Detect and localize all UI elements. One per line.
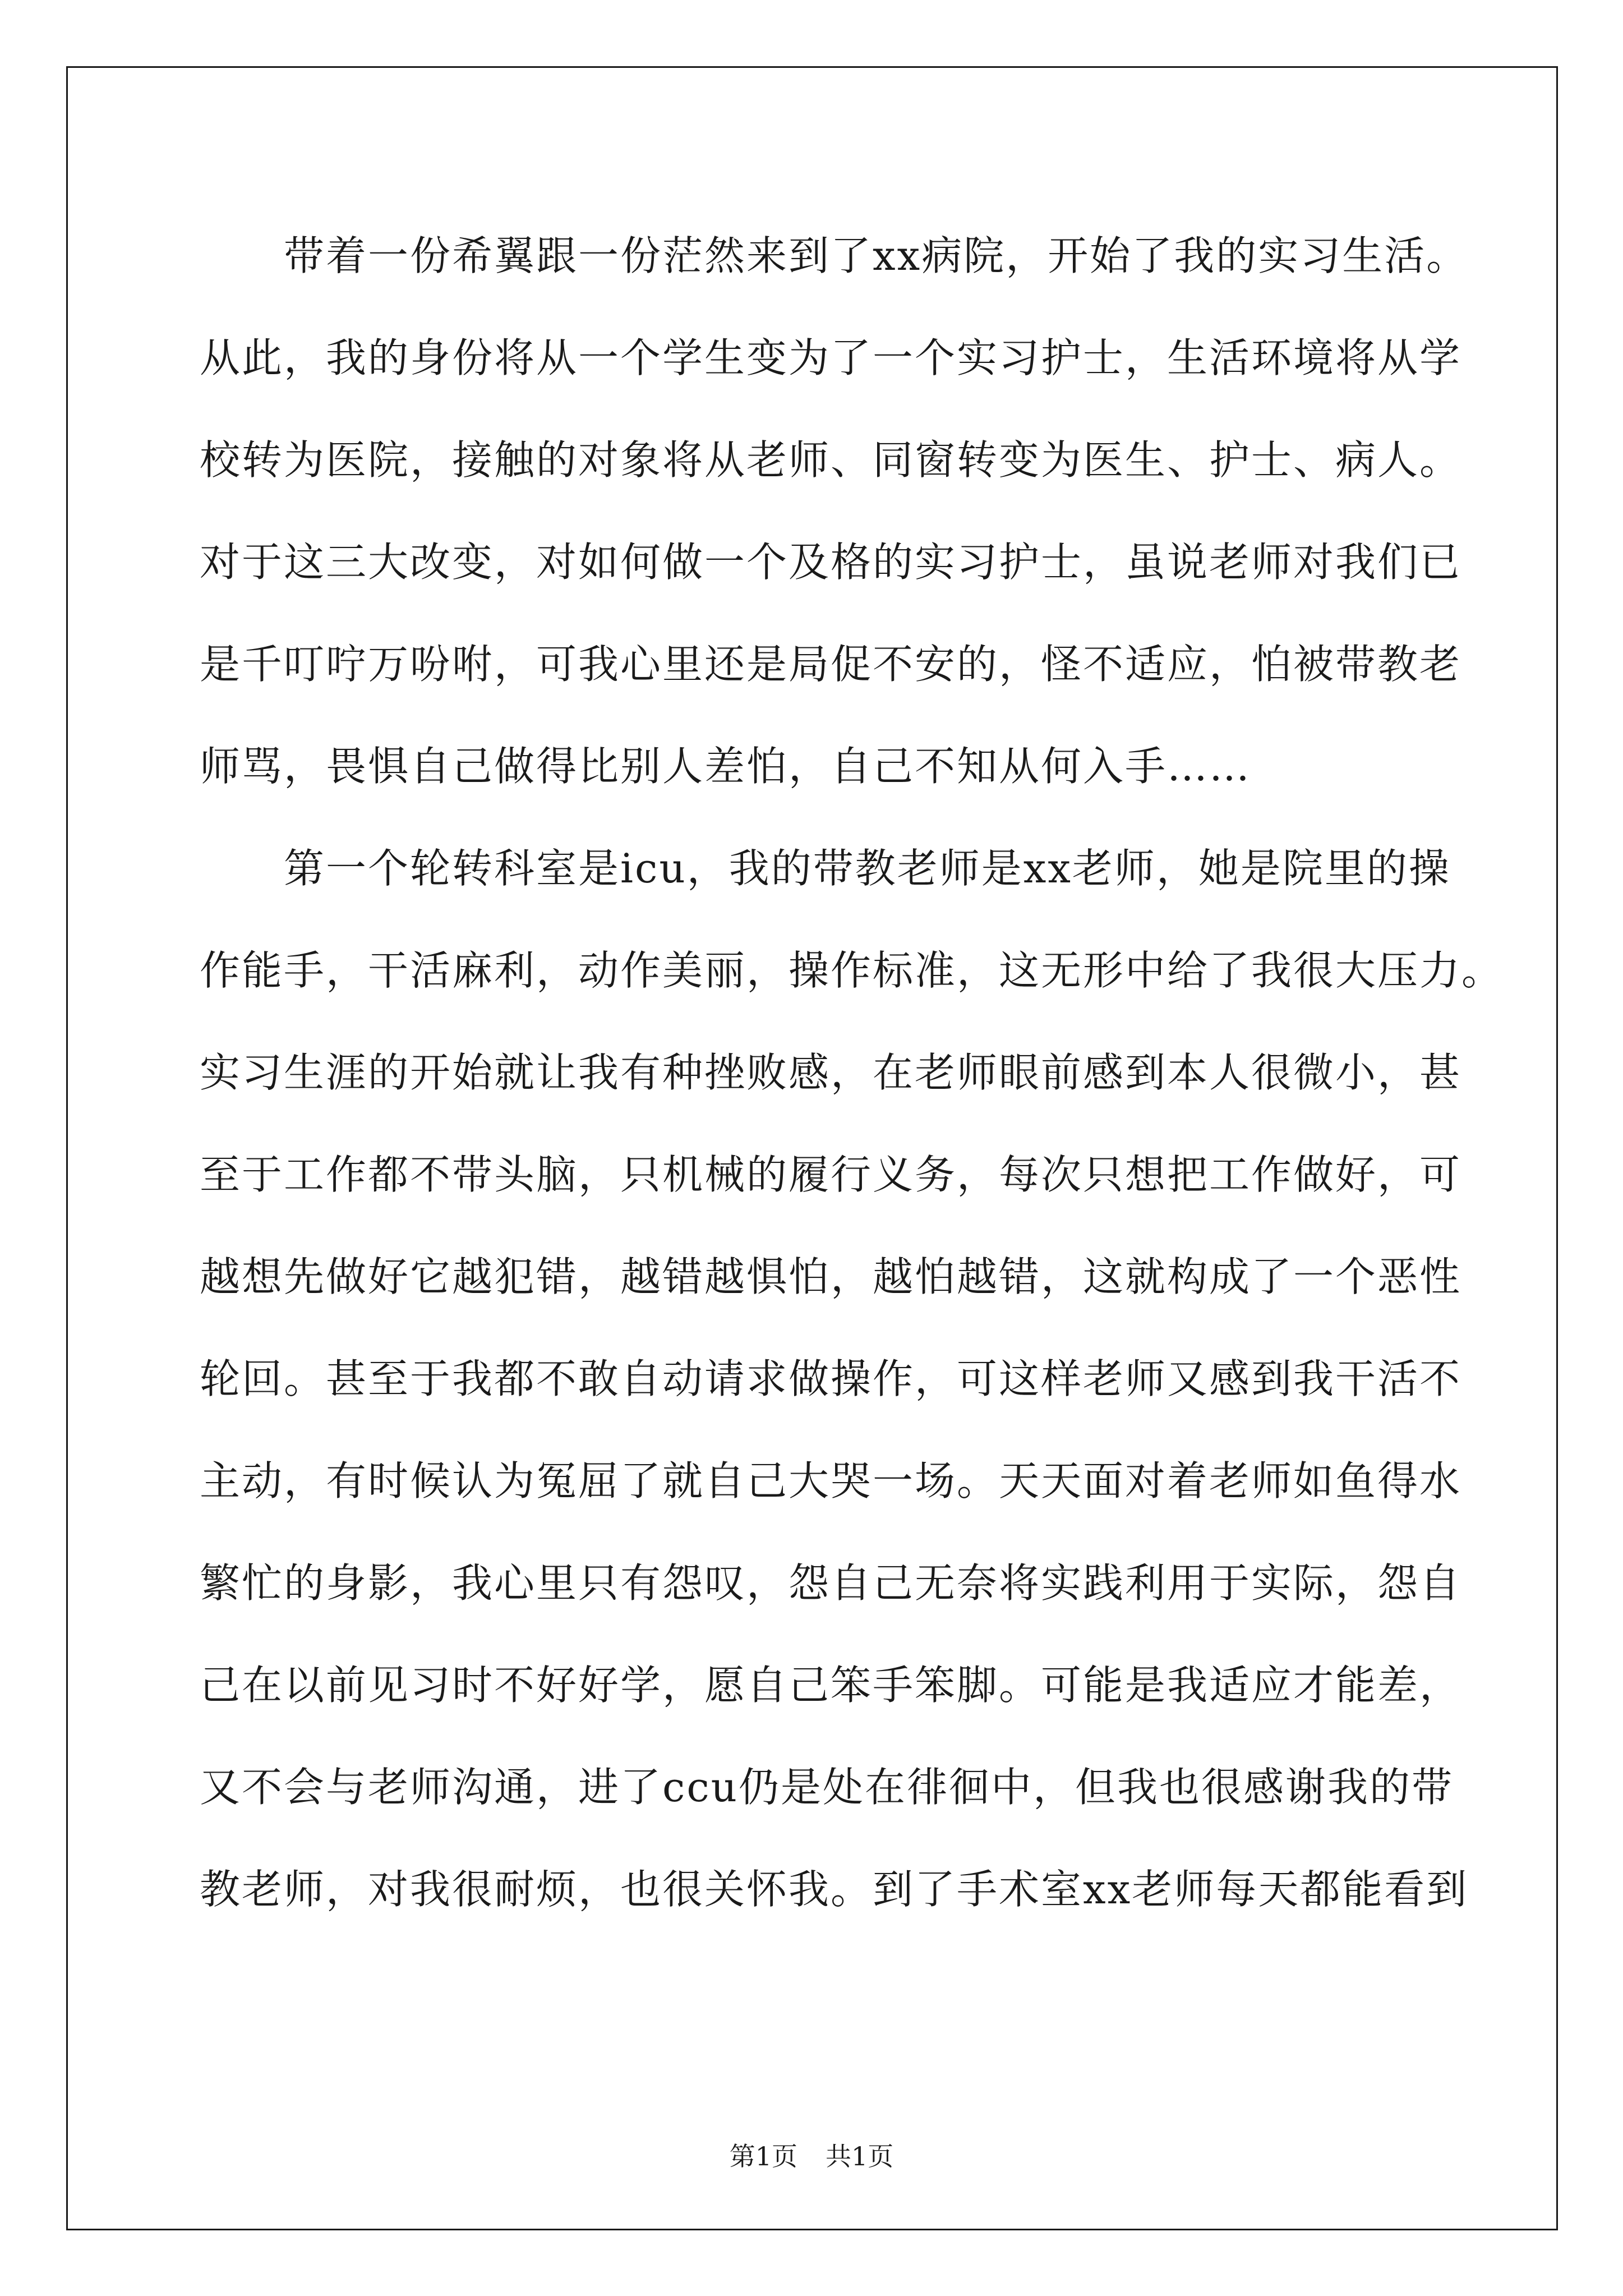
text-line: 又不会与老师沟通，进了ccu仍是处在徘徊中，但我也很感谢我的带 [200, 1764, 1454, 1811]
document-body [200, 205, 1504, 1940]
text-line: 主动，有时候认为冤屈了就自己大哭一场。天天面对着老师如鱼得水 [200, 1457, 1462, 1504]
text-line: 繁忙的身影，我心里只有怨叹，怨自己无奈将实践利用于实际，怨自 [200, 1559, 1462, 1607]
text-line: 对于这三大改变，对如何做一个及格的实习护士，虽说老师对我们已 [200, 539, 1462, 586]
text-line: 教老师，对我很耐烦，也很关怀我。到了手术室xx老师每天都能看到 [200, 1866, 1469, 1913]
text-line: 师骂，畏惧自己做得比别人差怕，自己不知从何入手…… [200, 743, 1252, 790]
text-line: 带着一份希翼跟一份茫然来到了xx病院，开始了我的实习生活。 [200, 232, 1469, 279]
page-total: 共1页 [826, 2141, 894, 2171]
text-line: 从此，我的身份将从一个学生变为了一个实习护士，生活环境将从学 [200, 334, 1462, 381]
text-line: 校转为医院，接触的对象将从老师、同窗转变为医生、护士、病人。 [200, 436, 1462, 484]
text-line: 作能手，干活麻利，动作美丽，操作标准，这无形中给了我很大压力。 [200, 947, 1504, 994]
text-line: 己在以前见习时不好好学，愿自己笨手笨脚。可能是我适应才能差， [200, 1662, 1462, 1709]
text-line: 轮回。甚至于我都不敢自动请求做操作，可这样老师又感到我干活不 [200, 1355, 1462, 1402]
text-line: 是千叮咛万吩咐，可我心里还是局促不安的，怪不适应，怕被带教老 [200, 641, 1462, 688]
text-line: 第一个轮转科室是icu，我的带教老师是xx老师，她是院里的操 [200, 845, 1451, 892]
page-footer [0, 2136, 1623, 2173]
page-number: 第1页 [729, 2141, 797, 2171]
text-line: 越想先做好它越犯错，越错越惧怕，越怕越错，这就构成了一个恶性 [200, 1253, 1462, 1300]
text-line: 至于工作都不带头脑，只机械的履行义务，每次只想把工作做好，可 [200, 1151, 1462, 1198]
text-line: 实习生涯的开始就让我有种挫败感，在老师眼前感到本人很微小，甚 [200, 1049, 1462, 1096]
